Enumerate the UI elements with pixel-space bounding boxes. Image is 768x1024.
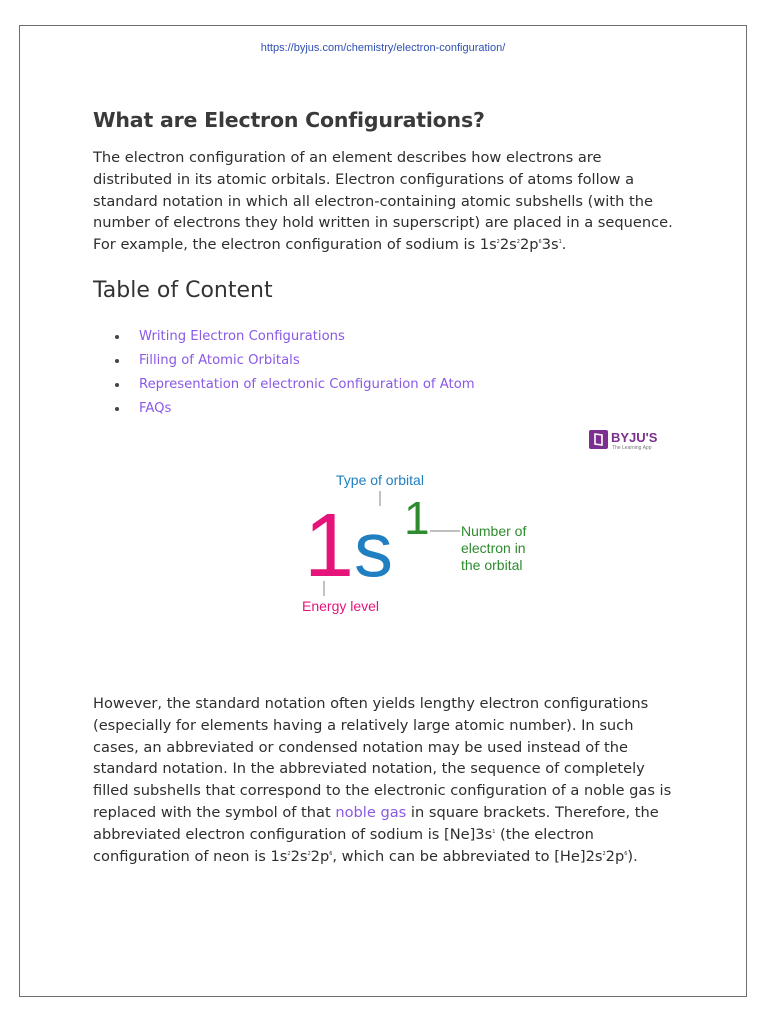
document-page bbox=[19, 25, 747, 997]
energy-level-number: 1 bbox=[304, 496, 355, 596]
byjus-logo bbox=[588, 428, 672, 452]
config-superscript: 2 bbox=[307, 850, 311, 857]
orbital-type-letter: s bbox=[354, 505, 393, 593]
label-number-of-electrons-line3: the orbital bbox=[461, 557, 523, 573]
paragraph-text: 2p bbox=[310, 847, 330, 865]
toc-link-filling-orbitals[interactable]: Filling of Atomic Orbitals bbox=[139, 353, 300, 368]
toc-link-representation[interactable]: Representation of electronic Configuration of Atom bbox=[139, 377, 475, 392]
sodium-config bbox=[480, 236, 562, 253]
toc-list bbox=[115, 325, 475, 421]
config-term: 1s bbox=[479, 236, 497, 254]
toc-item bbox=[115, 373, 475, 397]
toc-link-faqs[interactable]: FAQs bbox=[139, 401, 172, 416]
bullet-icon bbox=[115, 335, 119, 339]
label-energy-level: Energy level bbox=[302, 598, 380, 614]
paragraph-text: 2s bbox=[290, 847, 308, 865]
paragraph-text: However, the standard notation often yields lengthy electron configurations (especially for elements having a relatively large atomic number). In such cases, an abbreviated or condensed notation may be used instead of the standard notation. In the abbreviated notation, the sequence of completely filled subshells that correspond to the electronic configuration of a noble gas is replaced with the symbol of that bbox=[93, 695, 672, 821]
config-superscript: 6 bbox=[329, 850, 333, 857]
label-type-of-orbital: Type of orbital bbox=[336, 472, 424, 488]
label-number-of-electrons-line1: Number of bbox=[461, 523, 527, 539]
toc-link-writing-configurations[interactable]: Writing Electron Configurations bbox=[139, 329, 345, 344]
bullet-icon bbox=[115, 407, 119, 411]
config-superscript: 6 bbox=[624, 850, 628, 857]
page-title: What are Electron Configurations? bbox=[93, 108, 485, 132]
bullet-icon bbox=[115, 359, 119, 363]
paragraph-text: , which can be abbreviated to [He]2s bbox=[332, 847, 603, 865]
logo-badge-icon bbox=[589, 430, 608, 449]
config-superscript: 2 bbox=[496, 239, 500, 246]
config-superscript: 2 bbox=[516, 239, 520, 246]
electron-count-superscript: 1 bbox=[404, 492, 430, 544]
logo-brand: BYJU'S bbox=[611, 430, 658, 445]
config-term: 2p bbox=[519, 236, 539, 254]
toc-item bbox=[115, 397, 475, 421]
page-url[interactable]: https://byjus.com/chemistry/electron-configuration/ bbox=[260, 42, 506, 54]
config-superscript: 1 bbox=[492, 828, 496, 835]
abbreviated-notation-paragraph bbox=[93, 693, 683, 867]
intro-end: . bbox=[561, 236, 567, 254]
toc-heading: Table of Content bbox=[93, 278, 273, 303]
config-term: 2s bbox=[499, 236, 517, 254]
orbital-notation-diagram bbox=[290, 466, 590, 616]
config-superscript: 6 bbox=[538, 239, 542, 246]
label-number-of-electrons-line2: electron in bbox=[461, 540, 526, 556]
config-superscript: 2 bbox=[602, 850, 606, 857]
config-superscript: 2 bbox=[287, 850, 291, 857]
config-term: 3s bbox=[541, 236, 559, 254]
noble-gas-link[interactable]: noble gas bbox=[335, 803, 407, 821]
paragraph-text: (the electron configuration of neon is 1s bbox=[93, 825, 594, 865]
logo-tagline: The Learning App bbox=[612, 445, 652, 451]
paragraph-text: 2p bbox=[605, 847, 625, 865]
paragraph-text: ). bbox=[627, 847, 638, 865]
config-superscript: 1 bbox=[558, 239, 562, 246]
bullet-icon bbox=[115, 383, 119, 387]
toc-item bbox=[115, 325, 475, 349]
intro-paragraph bbox=[93, 147, 683, 256]
paragraph-text: in square brackets. Therefore, the abbreviated electron configuration of sodium is [Ne]3s bbox=[93, 803, 659, 843]
intro-text: The electron configuration of an element describes how electrons are distributed in its atomic orbitals. Electron configurations of atoms follow a standard notation in which all electron-containing atomic subshells (with the number of electrons they hold written in superscript) are placed in a sequence. For example, the electron configuration of sodium is bbox=[93, 149, 673, 254]
toc-item bbox=[115, 349, 475, 373]
